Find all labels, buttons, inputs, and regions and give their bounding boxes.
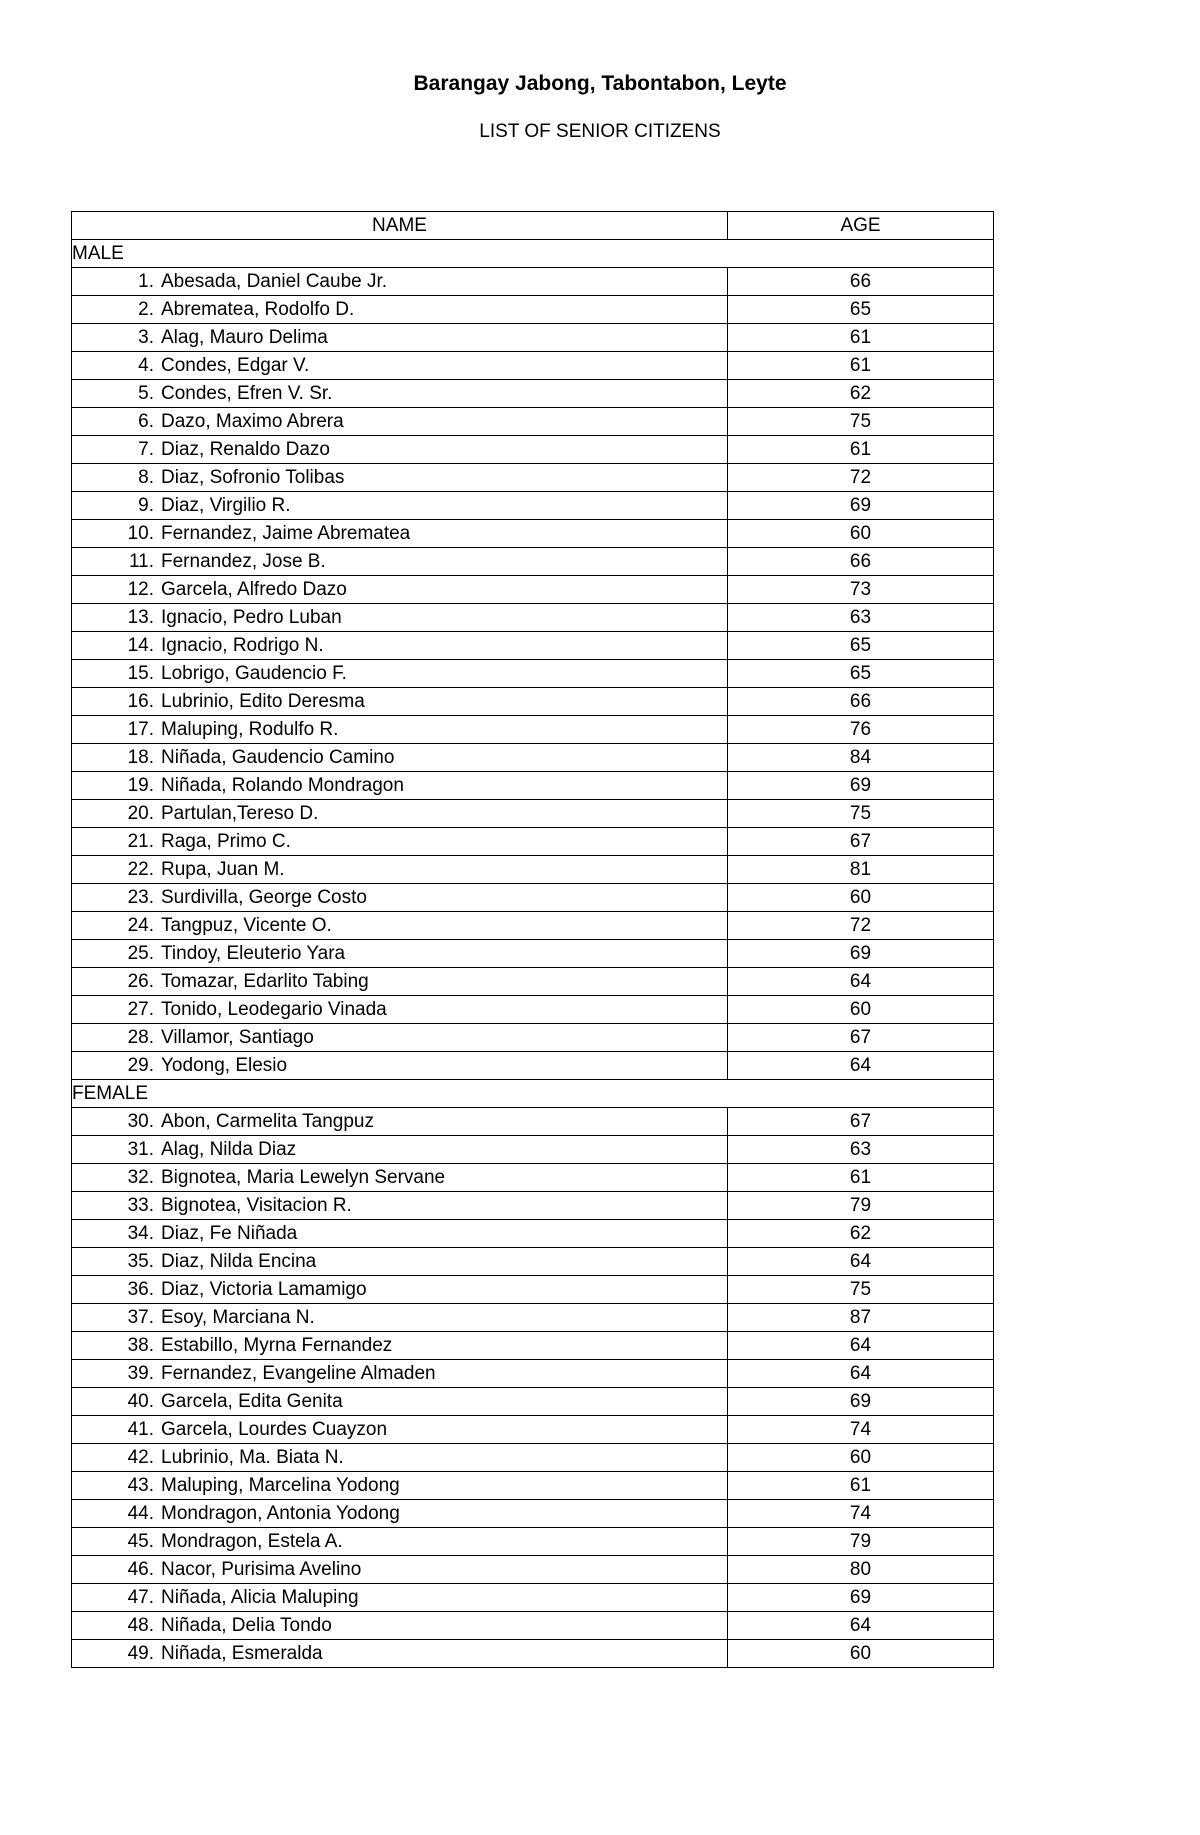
table-row [72, 1276, 994, 1304]
table-row [72, 1052, 994, 1080]
name-cell [72, 1108, 728, 1136]
table-row [72, 1192, 994, 1220]
row-number: 39. [127, 1363, 154, 1384]
table-row [72, 1248, 994, 1276]
name-cell [72, 856, 728, 884]
name-cell [72, 716, 728, 744]
citizen-name: Tomazar, Edarlito Tabing [161, 971, 369, 992]
row-number: 4. [138, 355, 154, 376]
citizen-name: Diaz, Renaldo Dazo [161, 439, 330, 460]
name-cell [72, 1276, 728, 1304]
name-cell [72, 1164, 728, 1192]
table-row [72, 464, 994, 492]
age-cell: 64 [728, 1052, 994, 1080]
table-row [72, 1360, 994, 1388]
age-cell: 64 [728, 968, 994, 996]
name-cell [72, 548, 728, 576]
row-number: 7. [138, 439, 154, 460]
row-number: 45. [127, 1531, 154, 1552]
table-row [72, 1332, 994, 1360]
row-number: 16. [127, 691, 154, 712]
age-cell: 65 [728, 296, 994, 324]
citizen-name: Niñada, Delia Tondo [161, 1615, 332, 1636]
age-cell: 63 [728, 604, 994, 632]
name-cell [72, 884, 728, 912]
row-number: 10. [127, 523, 154, 544]
table-header-row [72, 212, 994, 240]
age-cell: 64 [728, 1612, 994, 1640]
citizen-name: Villamor, Santiago [161, 1027, 314, 1048]
row-number: 3. [138, 327, 154, 348]
table-row [72, 1220, 994, 1248]
citizen-name: Fernandez, Jose B. [161, 551, 326, 572]
citizen-name: Esoy, Marciana N. [161, 1307, 315, 1328]
table-row [72, 1612, 994, 1640]
age-cell: 76 [728, 716, 994, 744]
page-subtitle: LIST OF SENIOR CITIZENS [479, 121, 721, 142]
name-cell [72, 1388, 728, 1416]
row-number: 22. [127, 859, 154, 880]
citizen-name: Alag, Mauro Delima [161, 327, 328, 348]
row-number: 19. [127, 775, 154, 796]
age-cell: 64 [728, 1360, 994, 1388]
name-cell [72, 268, 728, 296]
name-cell [72, 1304, 728, 1332]
section-row [72, 240, 994, 268]
citizen-name: Diaz, Fe Niñada [161, 1223, 298, 1244]
age-cell: 67 [728, 828, 994, 856]
table-row [72, 940, 994, 968]
citizen-name: Estabillo, Myrna Fernandez [161, 1335, 393, 1356]
row-number: 34. [127, 1223, 154, 1244]
citizen-name: Tindoy, Eleuterio Yara [161, 943, 346, 964]
age-cell: 69 [728, 1584, 994, 1612]
age-cell: 79 [728, 1192, 994, 1220]
citizen-name: Fernandez, Evangeline Almaden [161, 1363, 436, 1384]
table-row [72, 1500, 994, 1528]
age-cell: 69 [728, 492, 994, 520]
name-cell [72, 800, 728, 828]
row-number: 28. [127, 1027, 154, 1048]
name-cell [72, 688, 728, 716]
senior-citizens-table [71, 211, 994, 1668]
age-cell: 67 [728, 1108, 994, 1136]
table-row [72, 1164, 994, 1192]
name-cell [72, 380, 728, 408]
table-row [72, 520, 994, 548]
row-number: 8. [138, 467, 154, 488]
table-row [72, 1304, 994, 1332]
row-number: 20. [127, 803, 154, 824]
age-cell: 63 [728, 1136, 994, 1164]
name-cell [72, 1220, 728, 1248]
row-number: 49. [127, 1643, 154, 1664]
table-row [72, 828, 994, 856]
citizen-name: Nacor, Purisima Avelino [161, 1559, 362, 1580]
citizen-name: Niñada, Rolando Mondragon [161, 775, 404, 796]
row-number: 21. [127, 831, 154, 852]
table-row [72, 688, 994, 716]
age-cell: 65 [728, 632, 994, 660]
name-cell [72, 1136, 728, 1164]
citizen-name: Dazo, Maximo Abrera [161, 411, 344, 432]
age-cell: 75 [728, 800, 994, 828]
table-row [72, 1584, 994, 1612]
row-number: 26. [127, 971, 154, 992]
age-cell: 87 [728, 1304, 994, 1332]
table-row [72, 1416, 994, 1444]
row-number: 32. [127, 1167, 154, 1188]
table-row [72, 1136, 994, 1164]
row-number: 33. [127, 1195, 154, 1216]
name-cell [72, 296, 728, 324]
row-number: 30. [127, 1111, 154, 1132]
citizen-name: Fernandez, Jaime Abrematea [161, 523, 411, 544]
row-number: 23. [127, 887, 154, 908]
age-cell: 72 [728, 912, 994, 940]
table-row [72, 1108, 994, 1136]
name-cell [72, 1248, 728, 1276]
citizen-name: Tonido, Leodegario Vinada [161, 999, 387, 1020]
age-cell: 79 [728, 1528, 994, 1556]
table-row [72, 632, 994, 660]
age-cell: 75 [728, 1276, 994, 1304]
name-cell [72, 912, 728, 940]
citizen-name: Garcela, Alfredo Dazo [161, 579, 347, 600]
citizen-name: Diaz, Nilda Encina [161, 1251, 317, 1272]
row-number: 14. [127, 635, 154, 656]
row-number: 13. [127, 607, 154, 628]
name-column-header: NAME [72, 212, 728, 240]
row-number: 31. [127, 1139, 154, 1160]
name-cell [72, 1640, 728, 1668]
age-cell: 81 [728, 856, 994, 884]
name-cell [72, 772, 728, 800]
name-cell [72, 576, 728, 604]
row-number: 35. [127, 1251, 154, 1272]
citizen-name: Niñada, Gaudencio Camino [161, 747, 395, 768]
row-number: 40. [127, 1391, 154, 1412]
name-cell [72, 1528, 728, 1556]
row-number: 47. [127, 1587, 154, 1608]
row-number: 11. [128, 551, 154, 572]
citizen-name: Mondragon, Estela A. [161, 1531, 343, 1552]
table-row [72, 352, 994, 380]
name-cell [72, 1360, 728, 1388]
age-cell: 69 [728, 1388, 994, 1416]
name-cell [72, 1444, 728, 1472]
row-number: 36. [127, 1279, 154, 1300]
age-cell: 60 [728, 520, 994, 548]
row-number: 15. [127, 663, 154, 684]
table-row [72, 660, 994, 688]
name-cell [72, 660, 728, 688]
row-number: 24. [127, 915, 154, 936]
citizen-name: Lubrinio, Ma. Biata N. [161, 1447, 344, 1468]
name-cell [72, 492, 728, 520]
age-cell: 61 [728, 436, 994, 464]
citizen-name: Rupa, Juan M. [161, 859, 285, 880]
table-row [72, 548, 994, 576]
name-cell [72, 1584, 728, 1612]
name-cell [72, 324, 728, 352]
name-cell [72, 1556, 728, 1584]
citizen-name: Ignacio, Pedro Luban [161, 607, 342, 628]
name-cell [72, 408, 728, 436]
age-cell: 60 [728, 884, 994, 912]
citizen-name: Diaz, Sofronio Tolibas [161, 467, 345, 488]
row-number: 1. [138, 271, 154, 292]
age-cell: 61 [728, 1164, 994, 1192]
row-number: 5. [138, 383, 154, 404]
citizen-name: Diaz, Victoria Lamamigo [161, 1279, 367, 1300]
citizen-name: Garcela, Edita Genita [161, 1391, 343, 1412]
row-number: 43. [127, 1475, 154, 1496]
table-row [72, 492, 994, 520]
table-row [72, 968, 994, 996]
citizen-name: Niñada, Alicia Maluping [161, 1587, 359, 1608]
table-row [72, 576, 994, 604]
table-row [72, 1024, 994, 1052]
age-cell: 73 [728, 576, 994, 604]
name-cell [72, 604, 728, 632]
name-cell [72, 1052, 728, 1080]
name-cell [72, 968, 728, 996]
table-row [72, 716, 994, 744]
citizen-name: Garcela, Lourdes Cuayzon [161, 1419, 388, 1440]
age-cell: 65 [728, 660, 994, 688]
age-cell: 66 [728, 548, 994, 576]
citizen-name: Bignotea, Maria Lewelyn Servane [161, 1167, 446, 1188]
age-cell: 60 [728, 996, 994, 1024]
table-row [72, 884, 994, 912]
row-number: 6. [138, 411, 154, 432]
citizen-name: Partulan,Tereso D. [161, 803, 319, 824]
age-cell: 64 [728, 1332, 994, 1360]
name-cell [72, 1612, 728, 1640]
citizen-name: Condes, Edgar V. [161, 355, 310, 376]
table-row [72, 436, 994, 464]
age-cell: 74 [728, 1416, 994, 1444]
age-cell: 74 [728, 1500, 994, 1528]
name-cell [72, 1472, 728, 1500]
age-cell: 69 [728, 940, 994, 968]
age-cell: 67 [728, 1024, 994, 1052]
age-cell: 61 [728, 324, 994, 352]
name-cell [72, 1332, 728, 1360]
citizen-name: Diaz, Virgilio R. [161, 495, 291, 516]
name-cell [72, 1024, 728, 1052]
row-number: 12. [127, 579, 154, 600]
citizen-name: Abrematea, Rodolfo D. [161, 299, 355, 320]
citizen-name: Raga, Primo C. [161, 831, 291, 852]
age-cell: 60 [728, 1444, 994, 1472]
row-number: 9. [138, 495, 154, 516]
table-row [72, 268, 994, 296]
citizen-name: Lubrinio, Edito Deresma [161, 691, 365, 712]
table-row [72, 1556, 994, 1584]
table-row [72, 744, 994, 772]
row-number: 2. [138, 299, 154, 320]
age-cell: 72 [728, 464, 994, 492]
citizen-name: Ignacio, Rodrigo N. [161, 635, 324, 656]
name-cell [72, 940, 728, 968]
citizen-name: Maluping, Marcelina Yodong [161, 1475, 400, 1496]
section-row [72, 1080, 994, 1108]
name-cell [72, 1416, 728, 1444]
citizen-name: Lobrigo, Gaudencio F. [161, 663, 347, 684]
row-number: 17. [127, 719, 154, 740]
name-cell [72, 632, 728, 660]
row-number: 29. [127, 1055, 154, 1076]
age-cell: 62 [728, 1220, 994, 1248]
age-cell: 64 [728, 1248, 994, 1276]
section-label: FEMALE [72, 1080, 994, 1108]
name-cell [72, 1500, 728, 1528]
row-number: 38. [127, 1335, 154, 1356]
name-cell [72, 828, 728, 856]
age-cell: 62 [728, 380, 994, 408]
row-number: 41. [127, 1419, 154, 1440]
age-cell: 84 [728, 744, 994, 772]
name-cell [72, 464, 728, 492]
table-row [72, 604, 994, 632]
age-cell: 69 [728, 772, 994, 800]
age-cell: 80 [728, 1556, 994, 1584]
name-cell [72, 352, 728, 380]
page-title: Barangay Jabong, Tabontabon, Leyte [413, 72, 787, 95]
age-column-header: AGE [728, 212, 994, 240]
table-row [72, 1472, 994, 1500]
table-row [72, 324, 994, 352]
citizen-name: Surdivilla, George Costo [161, 887, 367, 908]
table-row [72, 408, 994, 436]
age-cell: 61 [728, 1472, 994, 1500]
name-cell [72, 1192, 728, 1220]
row-number: 18. [127, 747, 154, 768]
citizen-name: Mondragon, Antonia Yodong [161, 1503, 400, 1524]
citizen-name: Niñada, Esmeralda [161, 1643, 323, 1664]
citizen-name: Condes, Efren V. Sr. [161, 383, 333, 404]
citizen-name: Abesada, Daniel Caube Jr. [161, 271, 388, 292]
row-number: 25. [127, 943, 154, 964]
age-cell: 61 [728, 352, 994, 380]
citizen-name: Maluping, Rodulfo R. [161, 719, 339, 740]
name-cell [72, 744, 728, 772]
citizen-name: Alag, Nilda Diaz [161, 1139, 297, 1160]
citizen-name: Abon, Carmelita Tangpuz [161, 1111, 374, 1132]
table-row [72, 1444, 994, 1472]
age-cell: 60 [728, 1640, 994, 1668]
row-number: 46. [127, 1559, 154, 1580]
table-body [72, 240, 994, 1668]
name-cell [72, 520, 728, 548]
name-cell [72, 996, 728, 1024]
table-row [72, 772, 994, 800]
row-number: 44. [127, 1503, 154, 1524]
age-cell: 66 [728, 688, 994, 716]
age-cell: 66 [728, 268, 994, 296]
section-label: MALE [72, 240, 994, 268]
row-number: 42. [127, 1447, 154, 1468]
age-cell: 75 [728, 408, 994, 436]
table-row [72, 296, 994, 324]
table-row [72, 380, 994, 408]
table-row [72, 1528, 994, 1556]
table-row [72, 800, 994, 828]
table-row [72, 1640, 994, 1668]
table-row [72, 912, 994, 940]
table-row [72, 996, 994, 1024]
name-cell [72, 436, 728, 464]
citizen-name: Tangpuz, Vicente O. [161, 915, 332, 936]
row-number: 27. [127, 999, 154, 1020]
row-number: 37. [127, 1307, 154, 1328]
row-number: 48. [127, 1615, 154, 1636]
table-row [72, 1388, 994, 1416]
citizen-name: Bignotea, Visitacion R. [161, 1195, 352, 1216]
citizen-name: Yodong, Elesio [161, 1055, 288, 1076]
table-row [72, 856, 994, 884]
